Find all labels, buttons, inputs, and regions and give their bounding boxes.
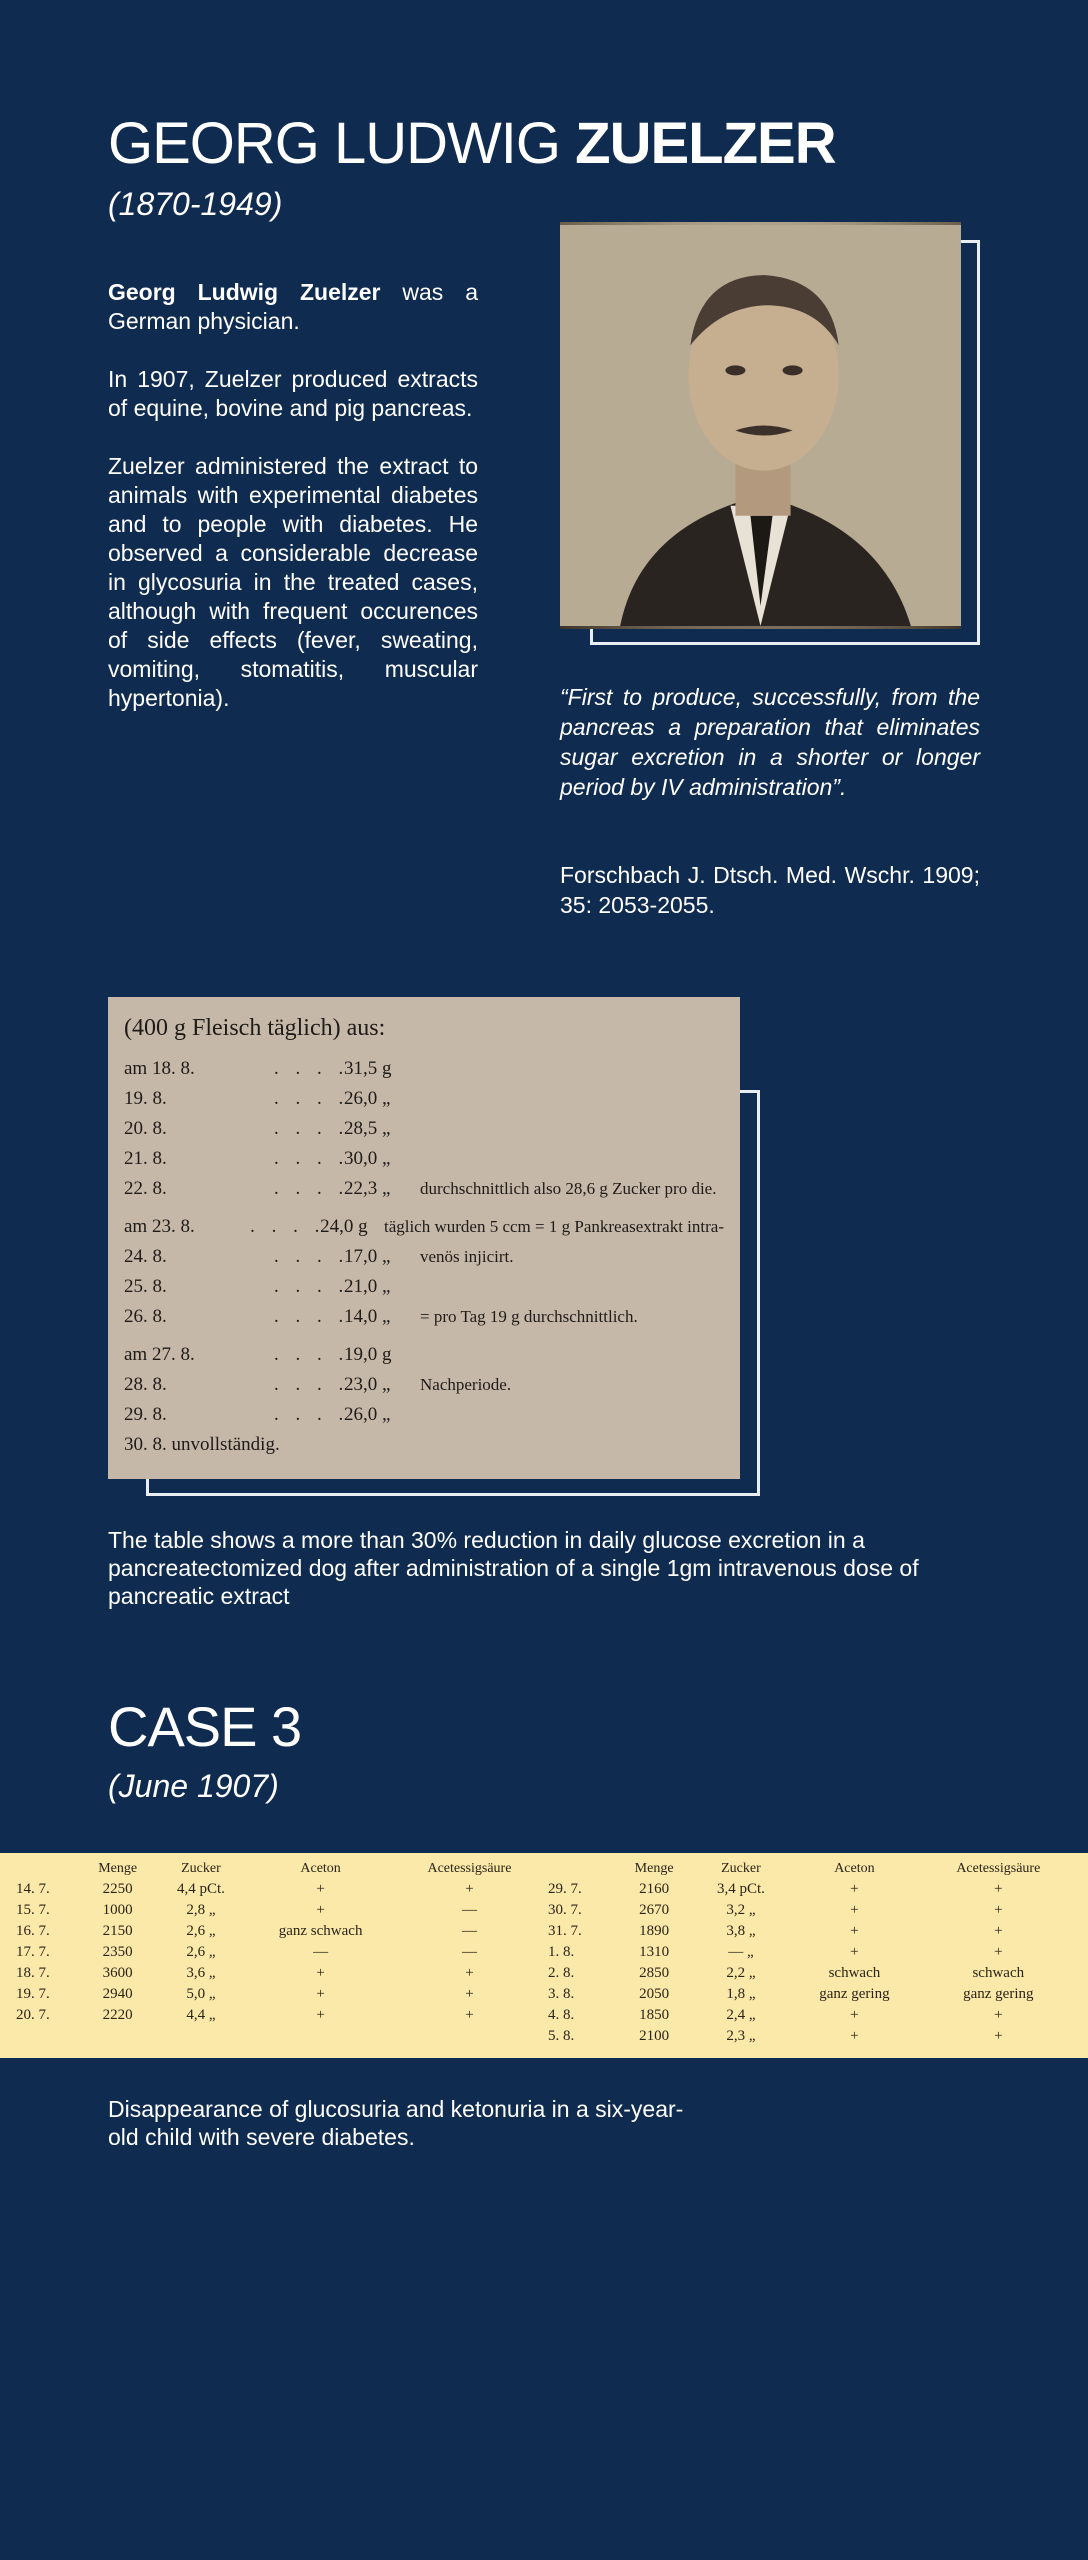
- table2-cell: schwach: [828, 1965, 881, 1981]
- table2-header: Zucker: [721, 1861, 761, 1876]
- table2-cell: 1,8 „: [726, 1986, 756, 2002]
- table2-row: [12, 1963, 544, 1984]
- table1-note: Nachperiode.: [420, 1375, 512, 1394]
- table2-header: [12, 1859, 80, 1879]
- table2-cell: 2,2 „: [726, 1965, 756, 1981]
- table2-caption: Disappearance of glucosuria and ketonuria in a six-year-old child with severe diabetes.: [108, 2096, 684, 2150]
- table2-cell: ganz gering: [819, 1986, 890, 2002]
- table1-date: 22. 8.: [124, 1178, 167, 1199]
- table1-dots: . . . .: [274, 1118, 350, 1139]
- table2-cell: 3,2 „: [726, 1902, 756, 1918]
- table2-cell: 20. 7.: [16, 2007, 50, 2023]
- table2-cell: +: [465, 1986, 474, 2002]
- table1-row: [124, 1430, 724, 1460]
- table1-dots: . . . .: [274, 1088, 350, 1109]
- table1-row: [124, 1340, 724, 1370]
- table1-row: [124, 1272, 724, 1302]
- table2-cell: +: [465, 2007, 474, 2023]
- table2-cell: 3. 8.: [548, 1986, 575, 2002]
- table2-row: [544, 1963, 1076, 1984]
- bio-paragraph-2: In 1907, Zuelzer produced extracts of equine, bovine and pig pancreas.: [108, 366, 478, 421]
- title-light: GEORG LUDWIG: [108, 111, 576, 176]
- table2-cell: +: [850, 2028, 859, 2044]
- table1-dots: . . . .: [274, 1276, 350, 1297]
- table2-cell: +: [994, 1944, 1003, 1960]
- table1-note: täglich wurden 5 ccm = 1 g Pankreasextrakt intra-: [383, 1217, 724, 1236]
- table1-date: 26. 8.: [124, 1306, 167, 1327]
- table2-cell: 2850: [639, 1965, 670, 1981]
- table2-cell: +: [850, 1944, 859, 1960]
- table2-cell: +: [316, 1881, 325, 1897]
- table1-dots: . . . .: [274, 1374, 350, 1395]
- table1-dots: . . . .: [274, 1178, 350, 1199]
- historic-table-dog: [108, 997, 740, 1479]
- table2-row: [12, 1900, 544, 1921]
- table2-row: [12, 1984, 544, 2005]
- table2-cell: 4,4 pCt.: [176, 1881, 225, 1897]
- table1-date: am 18. 8.: [124, 1058, 195, 1079]
- table1-dots: . . . .: [250, 1216, 326, 1237]
- table2-row: [544, 1921, 1076, 1942]
- table2-cell: 3600: [102, 1965, 133, 1981]
- table2-cell: +: [850, 1923, 859, 1939]
- table2-cell: 4. 8.: [548, 2007, 575, 2023]
- table1-row: [124, 1370, 724, 1400]
- table1-value: 31,5 g: [344, 1058, 392, 1079]
- table2-cell: +: [316, 1965, 325, 1981]
- table1-row: [124, 1114, 724, 1144]
- table2-cell: 2,3 „: [726, 2028, 756, 2044]
- table2-row: [12, 1879, 544, 1900]
- table2-cell: — „: [728, 1944, 754, 1960]
- table2-header: Aceton: [834, 1861, 875, 1876]
- table1-date: 30. 8. unvollständig.: [124, 1434, 280, 1455]
- table1-row: [124, 1400, 724, 1430]
- table2-cell: 16. 7.: [16, 1923, 50, 1939]
- table1-note: durchschnittlich also 28,6 g Zucker pro die.: [420, 1179, 717, 1198]
- quote: “First to produce, successfully, from the pancreas a preparation that eliminates sugar excretion in a shorter or longer period by IV administration”.: [560, 684, 980, 800]
- table2-cell: 2,6 „: [186, 1923, 216, 1939]
- table1-dots: . . . .: [274, 1306, 350, 1327]
- table1-value: 28,5 „: [344, 1118, 391, 1139]
- table2-cell: +: [316, 1986, 325, 2002]
- table2-cell: 19. 7.: [16, 1986, 50, 2002]
- table2-cell: +: [994, 2028, 1003, 2044]
- table2-cell: +: [994, 1902, 1003, 1918]
- table2-cell: 15. 7.: [16, 1902, 50, 1918]
- table2-cell: 2250: [102, 1881, 133, 1897]
- table2-row: [544, 1900, 1076, 1921]
- table2-cell: schwach: [972, 1965, 1025, 1981]
- table1-value: 26,0 „: [344, 1404, 391, 1425]
- table1-value: 22,3 „: [344, 1178, 391, 1199]
- table2-header: Acetessigsäure: [956, 1861, 1041, 1876]
- table2-cell: 3,6 „: [186, 1965, 216, 1981]
- bio-intro: was a German physician.: [108, 279, 478, 334]
- table2-cell: 2350: [102, 1944, 133, 1960]
- table2-row: [544, 1879, 1076, 1900]
- table2-row: [544, 1942, 1076, 1963]
- bio-paragraph-3: Zuelzer administered the extract to animals with experimental diabetes and to people with diabetes. He observed a considerable decrease in glycosuria in the treated cases, although with frequent occurences of side effects (fever, sweating, vomiting, stomatitis, muscular hypertonia).: [108, 453, 478, 711]
- page-title: [108, 110, 836, 177]
- table2-cell: 1. 8.: [548, 1944, 575, 1960]
- table2-cell: —: [461, 1923, 477, 1939]
- table1-row: [124, 1174, 724, 1204]
- table1-date: 29. 8.: [124, 1404, 167, 1425]
- citation: Forschbach J. Dtsch. Med. Wschr. 1909; 35: 2053-2055.: [560, 862, 980, 918]
- table1-note: = pro Tag 19 g durchschnittlich.: [420, 1307, 638, 1326]
- table1-row: [124, 1084, 724, 1114]
- table2-row: [12, 2005, 544, 2026]
- table2-cell: 2100: [639, 2028, 670, 2044]
- table2-cell: —: [313, 1944, 329, 1960]
- table2-cell: 31. 7.: [548, 1923, 582, 1939]
- table1-dots: . . . .: [274, 1058, 350, 1079]
- table2-cell: +: [994, 2007, 1003, 2023]
- historic-table-child: [0, 1853, 1088, 2058]
- table2-left: [12, 1859, 544, 2058]
- table2-cell: +: [465, 1965, 474, 1981]
- table2-cell: +: [850, 2007, 859, 2023]
- table2-cell: 3,8 „: [726, 1923, 756, 1939]
- table1-date: 20. 8.: [124, 1118, 167, 1139]
- case-title: CASE 3: [108, 1695, 302, 1758]
- table2-cell: 2050: [639, 1986, 670, 2002]
- table2-row: [544, 2005, 1076, 2026]
- table1-row: [124, 1302, 724, 1332]
- table2-right: [544, 1859, 1076, 2058]
- table1-row: [124, 1054, 724, 1084]
- table1-value: 24,0 g: [320, 1216, 368, 1237]
- table1-value: 26,0 „: [344, 1088, 391, 1109]
- table2-header: Acetessigsäure: [427, 1861, 512, 1876]
- table2-cell: 2,8 „: [186, 1902, 216, 1918]
- table2-header: Menge: [634, 1861, 674, 1876]
- table2-cell: 2150: [102, 1923, 133, 1939]
- table1-row: [124, 1242, 724, 1272]
- table2-cell: 2. 8.: [548, 1965, 575, 1981]
- table2-cell: ganz schwach: [278, 1923, 363, 1939]
- table2-cell: 2160: [639, 1881, 670, 1897]
- table1-value: 17,0 „: [344, 1246, 391, 1267]
- table1-value: 30,0 „: [344, 1148, 391, 1169]
- table2-cell: 18. 7.: [16, 1965, 50, 1981]
- table2-header: Zucker: [181, 1861, 221, 1876]
- table2-cell: 30. 7.: [548, 1902, 582, 1918]
- table1-date: 21. 8.: [124, 1148, 167, 1169]
- table2-cell: 2,6 „: [186, 1944, 216, 1960]
- table2-cell: ganz gering: [963, 1986, 1034, 2002]
- table2-cell: 2670: [639, 1902, 670, 1918]
- bio-paragraph-1: [108, 278, 478, 336]
- table2-cell: +: [994, 1881, 1003, 1897]
- table2-header: Aceton: [300, 1861, 341, 1876]
- table1-value: 19,0 g: [344, 1344, 392, 1365]
- table2-cell: +: [316, 2007, 325, 2023]
- table2-header: Menge: [98, 1861, 138, 1876]
- table1-caption: The table shows a more than 30% reduction in daily glucose excretion in a pancreatectomized dog after administration of a single 1gm intravenous dose of pancreatic extract: [108, 1527, 919, 1609]
- table1-note: venös injicirt.: [420, 1247, 514, 1266]
- table1-value: 23,0 „: [344, 1374, 391, 1395]
- table2-cell: +: [316, 1902, 325, 1918]
- table2-cell: —: [461, 1902, 477, 1918]
- table2-cell: 29. 7.: [548, 1881, 582, 1897]
- table1-date: am 27. 8.: [124, 1344, 195, 1365]
- biography: [108, 278, 478, 742]
- table1-value: 21,0 „: [344, 1276, 391, 1297]
- table2-row: [544, 2026, 1076, 2047]
- portrait-photo: [560, 222, 961, 629]
- title-bold: ZUELZER: [575, 111, 836, 176]
- table1-row: [124, 1212, 724, 1242]
- portrait-illustration: [560, 222, 961, 629]
- table2-cell: 3,4 pCt.: [716, 1881, 765, 1897]
- table2-row: [12, 1921, 544, 1942]
- table1-date: 19. 8.: [124, 1088, 167, 1109]
- case-date: (June 1907): [108, 1768, 279, 1804]
- table2-cell: +: [994, 1923, 1003, 1939]
- table1-rows: [124, 1054, 724, 1460]
- table2-cell: +: [850, 1902, 859, 1918]
- table2-cell: 2,4 „: [726, 2007, 756, 2023]
- table1-dots: . . . .: [274, 1404, 350, 1425]
- table2-cell: 1000: [102, 1902, 133, 1918]
- table2-cell: +: [850, 1881, 859, 1897]
- table2-cell: 5,0 „: [186, 1986, 216, 2002]
- table2-cell: 1890: [639, 1923, 670, 1939]
- table1-date: 25. 8.: [124, 1276, 167, 1297]
- table1-value: 14,0 „: [344, 1306, 391, 1327]
- table1-date: 28. 8.: [124, 1374, 167, 1395]
- table2-cell: 17. 7.: [16, 1944, 50, 1960]
- table2-cell: 1310: [639, 1944, 670, 1960]
- table1-dots: . . . .: [274, 1148, 350, 1169]
- life-years: (1870-1949): [108, 186, 283, 222]
- table1-heading: (400 g Fleisch täglich) aus:: [124, 1015, 386, 1041]
- table2-cell: 5. 8.: [548, 2028, 575, 2044]
- table2-row: [12, 1942, 544, 1963]
- table2-cell: +: [465, 1881, 474, 1897]
- bio-name: Georg Ludwig Zuelzer: [108, 279, 381, 305]
- table1-date: 24. 8.: [124, 1246, 167, 1267]
- table2-cell: 4,4 „: [186, 2007, 216, 2023]
- table1-dots: . . . .: [274, 1344, 350, 1365]
- table2-cell: 2220: [102, 2007, 133, 2023]
- table2-row: [544, 1984, 1076, 2005]
- table2-cell: 2940: [102, 1986, 133, 2002]
- table2-cell: 14. 7.: [16, 1881, 50, 1897]
- table1-date: am 23. 8.: [124, 1216, 195, 1237]
- table2-header: [544, 1859, 615, 1879]
- table2-cell: —: [461, 1944, 477, 1960]
- table1-dots: . . . .: [274, 1246, 350, 1267]
- table2-cell: 1850: [639, 2007, 670, 2023]
- table1-row: [124, 1144, 724, 1174]
